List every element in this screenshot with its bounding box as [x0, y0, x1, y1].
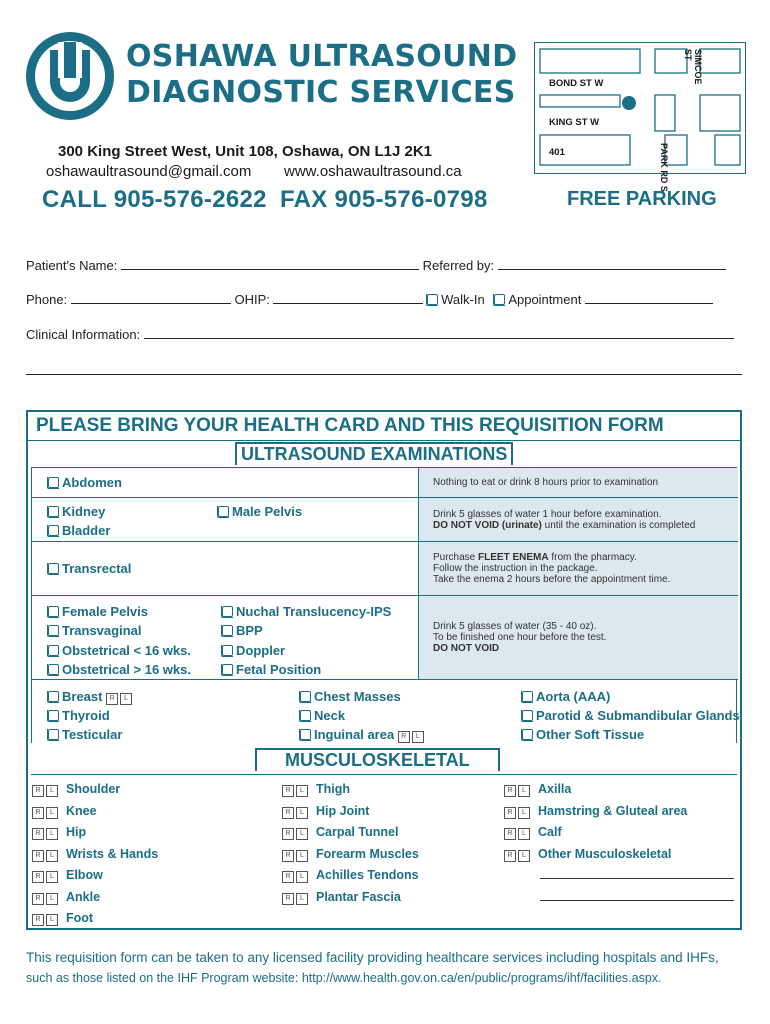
msk-left-box[interactable]: L — [46, 828, 58, 840]
msk-right-box[interactable]: R — [32, 850, 44, 862]
ultrasound-grid — [31, 467, 740, 743]
msk-right-box[interactable]: R — [282, 850, 294, 862]
phone-field[interactable] — [71, 291, 231, 304]
msk-item-label: Hamstring & Gluteal area — [538, 803, 688, 818]
msk-item — [504, 804, 687, 819]
msk-item — [504, 782, 571, 797]
msk-right-box[interactable]: R — [32, 807, 44, 819]
map-label-401: 401 — [549, 147, 565, 158]
appointment-checkbox[interactable] — [494, 294, 505, 305]
msk-item-label: Wrists & Hands — [66, 846, 159, 861]
msk-grid — [28, 778, 740, 928]
msk-right-box[interactable]: R — [282, 893, 294, 905]
map-label-simcoe: SIMCOE ST — [683, 49, 703, 85]
walkin-label: Walk-In — [441, 292, 485, 307]
tr-note-1c: from the pharmacy. — [548, 552, 637, 563]
female-pelvis-label: Female Pelvis — [62, 604, 148, 619]
msk-item — [282, 782, 350, 797]
patient-name-label: Patient's Name: — [26, 258, 118, 273]
ohip-label: OHIP: — [234, 292, 270, 307]
footer-line-1: This requisition form can be taken to any licensed facility providing healthcare services including hospitals and IHFs, — [26, 950, 719, 965]
msk-right-box[interactable]: R — [504, 807, 516, 819]
transvaginal-label: Transvaginal — [62, 623, 142, 638]
map-label-king: KING ST W — [549, 117, 600, 128]
msk-item — [32, 847, 158, 862]
other-soft-tissue-label: Other Soft Tissue — [536, 727, 645, 742]
msk-item-label: Thigh — [316, 782, 351, 796]
abdomen-row — [32, 468, 738, 498]
msk-item — [32, 804, 97, 819]
inguinal-right-box[interactable]: R — [398, 731, 410, 743]
fetal-position-checkbox[interactable] — [222, 664, 233, 675]
chest-masses-checkbox[interactable] — [300, 691, 311, 702]
email: oshawaultrasound@gmail.com — [46, 163, 252, 180]
nuchal-label: Nuchal Translucency-IPS — [236, 604, 392, 619]
footer-line-2: such as those listed on the IHF Program website: http://www.health.gov.on.ca/en/public/programs/ihf/facilities.aspx. — [26, 971, 662, 985]
breast-left-box[interactable]: L — [120, 693, 132, 705]
transrectal-checkbox[interactable] — [48, 563, 59, 574]
msk-right-box[interactable]: R — [282, 871, 294, 883]
doppler-label: Doppler — [236, 643, 286, 658]
clinical-field[interactable] — [144, 326, 734, 339]
msk-item-label: Hip Joint — [316, 803, 370, 818]
msk-left-box[interactable]: L — [46, 914, 58, 926]
patient-row — [26, 257, 742, 273]
female-pelvis-row — [32, 596, 738, 680]
msk-left-box[interactable]: L — [518, 785, 530, 797]
breast-label: Breast — [62, 689, 103, 704]
bladder-checkbox[interactable] — [48, 525, 59, 536]
clinic-name-line1: OSHAWA ULTRASOUND — [126, 39, 518, 74]
msk-item — [32, 782, 120, 797]
aorta-checkbox[interactable] — [522, 691, 533, 702]
transrectal-label: Transrectal — [62, 561, 132, 576]
other-soft-tissue-checkbox[interactable] — [522, 729, 533, 740]
msk-left-box[interactable]: L — [46, 785, 58, 797]
msk-item — [282, 868, 419, 883]
banner: PLEASE BRING YOUR HEALTH CARD AND THIS REQUISITION FORM — [36, 415, 664, 436]
msk-item-label: Axilla — [538, 782, 572, 796]
appointment-field[interactable] — [585, 291, 713, 304]
msk-left-box[interactable]: L — [46, 807, 58, 819]
tr-note-1a: Purchase — [433, 552, 479, 563]
inguinal-label: Inguinal area — [314, 727, 395, 742]
msk-item-label: Hip — [66, 825, 87, 839]
msk-right-box[interactable]: R — [32, 871, 44, 883]
map-label-park: PARK RD S — [659, 143, 669, 192]
parotid-label: Parotid & Submandibular Glands — [536, 708, 740, 723]
msk-right-box[interactable]: R — [282, 828, 294, 840]
clinical-label: Clinical Information: — [26, 327, 141, 342]
phone-row — [26, 291, 742, 307]
fetal-position-label: Fetal Position — [236, 662, 322, 677]
inguinal-left-box[interactable]: L — [412, 731, 424, 743]
obstetrical-lt16-label: Obstetrical < 16 wks. — [62, 643, 191, 658]
clinical-row — [26, 326, 742, 342]
msk-left-box[interactable]: L — [296, 785, 308, 797]
msk-left-box[interactable]: L — [296, 871, 308, 883]
msk-item-label: Carpal Tunnel — [316, 825, 399, 839]
msk-other-line-1[interactable] — [540, 878, 734, 879]
tr-note-3: Take the enema 2 hours before the appointment time. — [433, 574, 671, 585]
msk-item-label: Knee — [66, 803, 97, 818]
patient-name-field[interactable] — [121, 257, 419, 270]
fp-note-3: DO NOT VOID — [433, 643, 500, 654]
abdomen-checkbox[interactable] — [48, 477, 59, 488]
neck-label: Neck — [314, 708, 346, 723]
bpp-checkbox[interactable] — [222, 625, 233, 636]
free-parking: FREE PARKING — [567, 188, 717, 210]
msk-item-label: Plantar Fascia — [316, 889, 401, 904]
male-pelvis-label: Male Pelvis — [232, 504, 303, 519]
male-pelvis-checkbox[interactable] — [218, 506, 229, 517]
obstetrical-gt16-label: Obstetrical > 16 wks. — [62, 662, 191, 677]
kb-note-2b: until the examination is completed — [541, 519, 696, 531]
fp-note-2: To be finished one hour before the test. — [433, 632, 607, 643]
msk-left-box[interactable]: L — [296, 893, 308, 905]
obstetrical-lt16-checkbox[interactable] — [48, 645, 59, 656]
fp-note-1: Drink 5 glasses of water (35 - 40 oz). — [433, 621, 597, 632]
transvaginal-checkbox[interactable] — [48, 625, 59, 636]
msk-right-box[interactable]: R — [32, 828, 44, 840]
neck-checkbox[interactable] — [300, 710, 311, 721]
msk-left-box[interactable]: L — [46, 850, 58, 862]
msk-item — [282, 847, 419, 862]
ultrasound-header: ULTRASOUND EXAMINATIONS — [235, 442, 513, 465]
tr-note-1b: FLEET ENEMA — [478, 552, 549, 563]
soft-tissue-row — [32, 680, 738, 744]
msk-right-box[interactable]: R — [32, 893, 44, 905]
referred-by-label: Referred by: — [422, 258, 495, 273]
fax-number: FAX 905-576-0798 — [280, 186, 488, 213]
msk-item — [504, 847, 671, 862]
msk-item-label: Shoulder — [66, 782, 121, 796]
abdomen-label: Abdomen — [62, 475, 122, 490]
thyroid-checkbox[interactable] — [48, 710, 59, 721]
address: 300 King Street West, Unit 108, Oshawa, ON L1J 2K1 — [58, 143, 433, 160]
tr-note-2: Follow the instruction in the package. — [433, 563, 598, 574]
msk-item-label: Elbow — [66, 868, 103, 882]
kidney-label: Kidney — [62, 504, 106, 519]
msk-item — [32, 825, 86, 840]
kidney-row — [32, 498, 738, 542]
location-map — [534, 42, 746, 192]
msk-item-label: Other Musculoskeletal — [538, 846, 672, 861]
bladder-label: Bladder — [62, 523, 111, 538]
website: www.oshawaultrasound.ca — [284, 163, 462, 180]
msk-item — [282, 804, 369, 819]
msk-right-box[interactable]: R — [504, 828, 516, 840]
msk-left-box[interactable]: L — [296, 828, 308, 840]
kidney-checkbox[interactable] — [48, 506, 59, 517]
ohip-field[interactable] — [273, 291, 423, 304]
doppler-checkbox[interactable] — [222, 645, 233, 656]
msk-item-label: Calf — [538, 825, 562, 839]
msk-left-box[interactable]: L — [518, 807, 530, 819]
msk-left-box[interactable]: L — [518, 828, 530, 840]
kb-note-1: Drink 5 glasses of water 1 hour before examination. — [433, 508, 662, 520]
abdomen-note: Nothing to eat or drink 8 hours prior to examination — [433, 477, 659, 488]
nuchal-checkbox[interactable] — [222, 606, 233, 617]
walkin-checkbox[interactable] — [427, 294, 438, 305]
msk-right-box[interactable]: R — [282, 785, 294, 797]
transrectal-row — [32, 542, 738, 596]
msk-item-label: Achilles Tendons — [316, 868, 419, 882]
referred-by-field[interactable] — [498, 257, 726, 270]
msk-item-label: Ankle — [66, 889, 101, 904]
msk-right-box[interactable]: R — [282, 807, 294, 819]
msk-left-box[interactable]: L — [46, 893, 58, 905]
clinical-field-line2[interactable] — [26, 374, 742, 375]
aorta-label: Aorta (AAA) — [536, 689, 611, 704]
msk-left-box[interactable]: L — [296, 850, 308, 862]
msk-left-box[interactable]: L — [518, 850, 530, 862]
breast-checkbox[interactable] — [48, 691, 59, 702]
phone-label: Phone: — [26, 292, 68, 307]
msk-right-box[interactable]: R — [504, 850, 516, 862]
msk-other-line-2[interactable] — [540, 900, 734, 901]
clinic-name-line2: DIAGNOSTIC SERVICES — [126, 75, 516, 110]
appointment-label: Appointment — [508, 292, 582, 307]
msk-right-box[interactable]: R — [504, 785, 516, 797]
thyroid-label: Thyroid — [62, 708, 110, 723]
kb-note-2a: DO NOT VOID (urinate) — [433, 519, 542, 531]
msk-item-label: Forearm Muscles — [316, 846, 419, 861]
msk-header: MUSCULOSKELETAL — [255, 748, 500, 771]
bpp-label: BPP — [236, 623, 263, 638]
testicular-checkbox[interactable] — [48, 729, 59, 740]
msk-right-box[interactable]: R — [32, 785, 44, 797]
msk-right-box[interactable]: R — [32, 914, 44, 926]
msk-item-label: Foot — [66, 911, 94, 925]
requisition-box — [26, 410, 742, 930]
testicular-label: Testicular — [62, 727, 123, 742]
msk-item — [504, 825, 562, 840]
breast-right-box[interactable]: R — [106, 693, 118, 705]
msk-left-box[interactable]: L — [296, 807, 308, 819]
inguinal-checkbox[interactable] — [300, 729, 311, 740]
msk-item — [32, 868, 103, 883]
msk-item — [282, 890, 401, 905]
female-pelvis-checkbox[interactable] — [48, 606, 59, 617]
msk-left-box[interactable]: L — [46, 871, 58, 883]
logo-icon — [22, 28, 118, 124]
msk-item — [32, 890, 100, 905]
chest-masses-label: Chest Masses — [314, 689, 401, 704]
call-number: CALL 905-576-2622 — [42, 186, 267, 213]
msk-item — [282, 825, 398, 840]
map-label-bond: BOND ST W — [549, 78, 604, 89]
parotid-checkbox[interactable] — [522, 710, 533, 721]
obstetrical-gt16-checkbox[interactable] — [48, 664, 59, 675]
msk-item — [32, 911, 93, 926]
